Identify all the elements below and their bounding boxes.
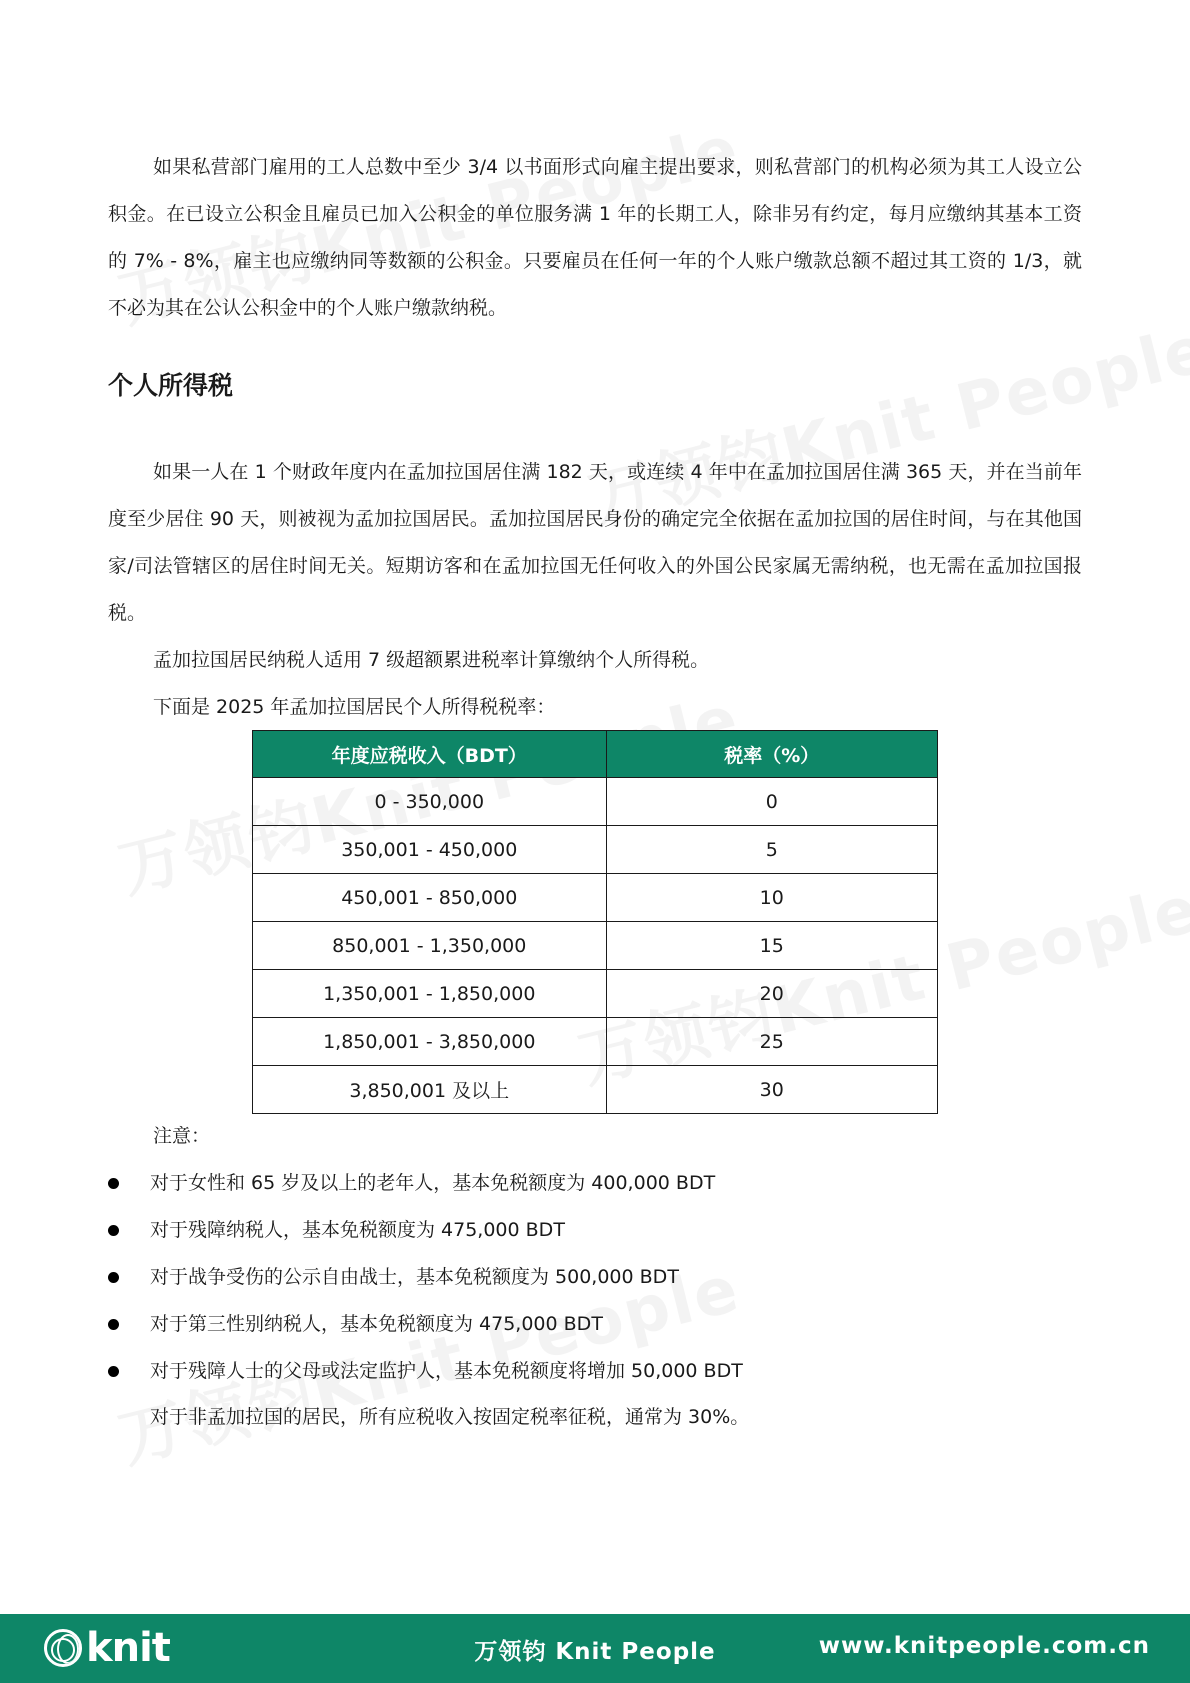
- tax-rate-cell: 30: [606, 1066, 937, 1114]
- bullet-icon: [108, 1272, 119, 1283]
- header-rate: 税率（%）: [606, 731, 937, 778]
- table-row: [253, 778, 938, 826]
- tax-rate-cell: 10: [606, 874, 937, 922]
- note-text: 对于残障纳税人，基本免税额度为 475,000 BDT: [150, 1219, 565, 1241]
- footer-website-link[interactable]: www.knitpeople.com.cn: [818, 1633, 1150, 1659]
- tax-rate-cell: 5: [606, 826, 937, 874]
- bullet-icon: [108, 1366, 119, 1377]
- list-item: [108, 1207, 1068, 1254]
- list-item: [108, 1301, 1068, 1348]
- income-bracket-cell: 850,001 - 1,350,000: [253, 922, 607, 970]
- note-text: 对于战争受伤的公示自由战士，基本免税额度为 500,000 BDT: [150, 1266, 679, 1288]
- list-item: [108, 1160, 1068, 1207]
- table-row: [253, 970, 938, 1018]
- table-row: [253, 1066, 938, 1114]
- table-header-row: [253, 731, 938, 778]
- income-bracket-cell: 0 - 350,000: [253, 778, 607, 826]
- tax-rate-cell: 0: [606, 778, 937, 826]
- header-income: 年度应税收入（BDT）: [253, 731, 607, 778]
- paragraph-provident-fund: 如果私营部门雇用的工人总数中至少 3/4 以书面形式向雇主提出要求，则私营部门的机构必须为其工人设立公积金。在已设立公积金且雇员已加入公积金的单位服务满 1 年的长期工人，除非另有约定，每月应缴纳其基本工资的 7% - 8%，雇主也应缴纳同等数额的公积金。只要雇员在任何一年的个人账户缴款总额不超过其工资的 1/3，就不必为其在公认公积金中的个人账户缴款纳税。: [108, 156, 1082, 319]
- tax-rate-table: [252, 730, 938, 1114]
- table-intro-line: 下面是 2025 年孟加拉国居民个人所得税税率：: [153, 696, 556, 718]
- income-bracket-cell: 450,001 - 850,000: [253, 874, 607, 922]
- bullet-icon: [108, 1319, 119, 1330]
- list-item: [108, 1254, 1068, 1301]
- list-item: [108, 1348, 1068, 1395]
- tax-rate-cell: 25: [606, 1018, 937, 1066]
- notes-list: [108, 1160, 1068, 1395]
- footer-bar: [0, 1614, 1190, 1683]
- footer-company-name: 万领钧 Knit People: [474, 1639, 716, 1665]
- income-bracket-cell: 1,850,001 - 3,850,000: [253, 1018, 607, 1066]
- income-bracket-cell: 350,001 - 450,000: [253, 826, 607, 874]
- table-row: [253, 874, 938, 922]
- note-text: 对于第三性别纳税人，基本免税额度为 475,000 BDT: [150, 1313, 603, 1335]
- notes-label: 注意：: [153, 1125, 211, 1147]
- progressive-rate-line: 孟加拉国居民纳税人适用 7 级超额累进税率计算缴纳个人所得税。: [153, 649, 710, 671]
- paragraph-residency: 如果一人在 1 个财政年度内在孟加拉国居住满 182 天，或连续 4 年中在孟加拉国居住满 365 天，并在当前年度至少居住 90 天，则被视为孟加拉国居民。孟加拉国居民身份的确定完全依据在孟加拉国的居住时间，与在其他国家/司法管辖区的居住时间无关。短期访客和在孟加拉国无任何收入的外国公民家属无需纳税，也无需在孟加拉国报税。: [108, 461, 1082, 624]
- table-row: [253, 922, 938, 970]
- section-heading: 个人所得税: [108, 371, 234, 400]
- tax-rate-cell: 20: [606, 970, 937, 1018]
- bullet-icon: [108, 1178, 119, 1189]
- logo-text: knit: [86, 1625, 170, 1671]
- income-bracket-cell: 1,350,001 - 1,850,000: [253, 970, 607, 1018]
- tax-rate-cell: 15: [606, 922, 937, 970]
- note-text: 对于残障人士的父母或法定监护人，基本免税额度将增加 50,000 BDT: [150, 1360, 743, 1382]
- note-text: 对于女性和 65 岁及以上的老年人，基本免税额度为 400,000 BDT: [150, 1172, 716, 1194]
- nonresident-line: 对于非孟加拉国的居民，所有应税收入按固定税率征税，通常为 30%。: [150, 1406, 750, 1428]
- table-row: [253, 1018, 938, 1066]
- income-bracket-cell: 3,850,001 及以上: [253, 1066, 607, 1114]
- bullet-icon: [108, 1225, 119, 1236]
- table-row: [253, 826, 938, 874]
